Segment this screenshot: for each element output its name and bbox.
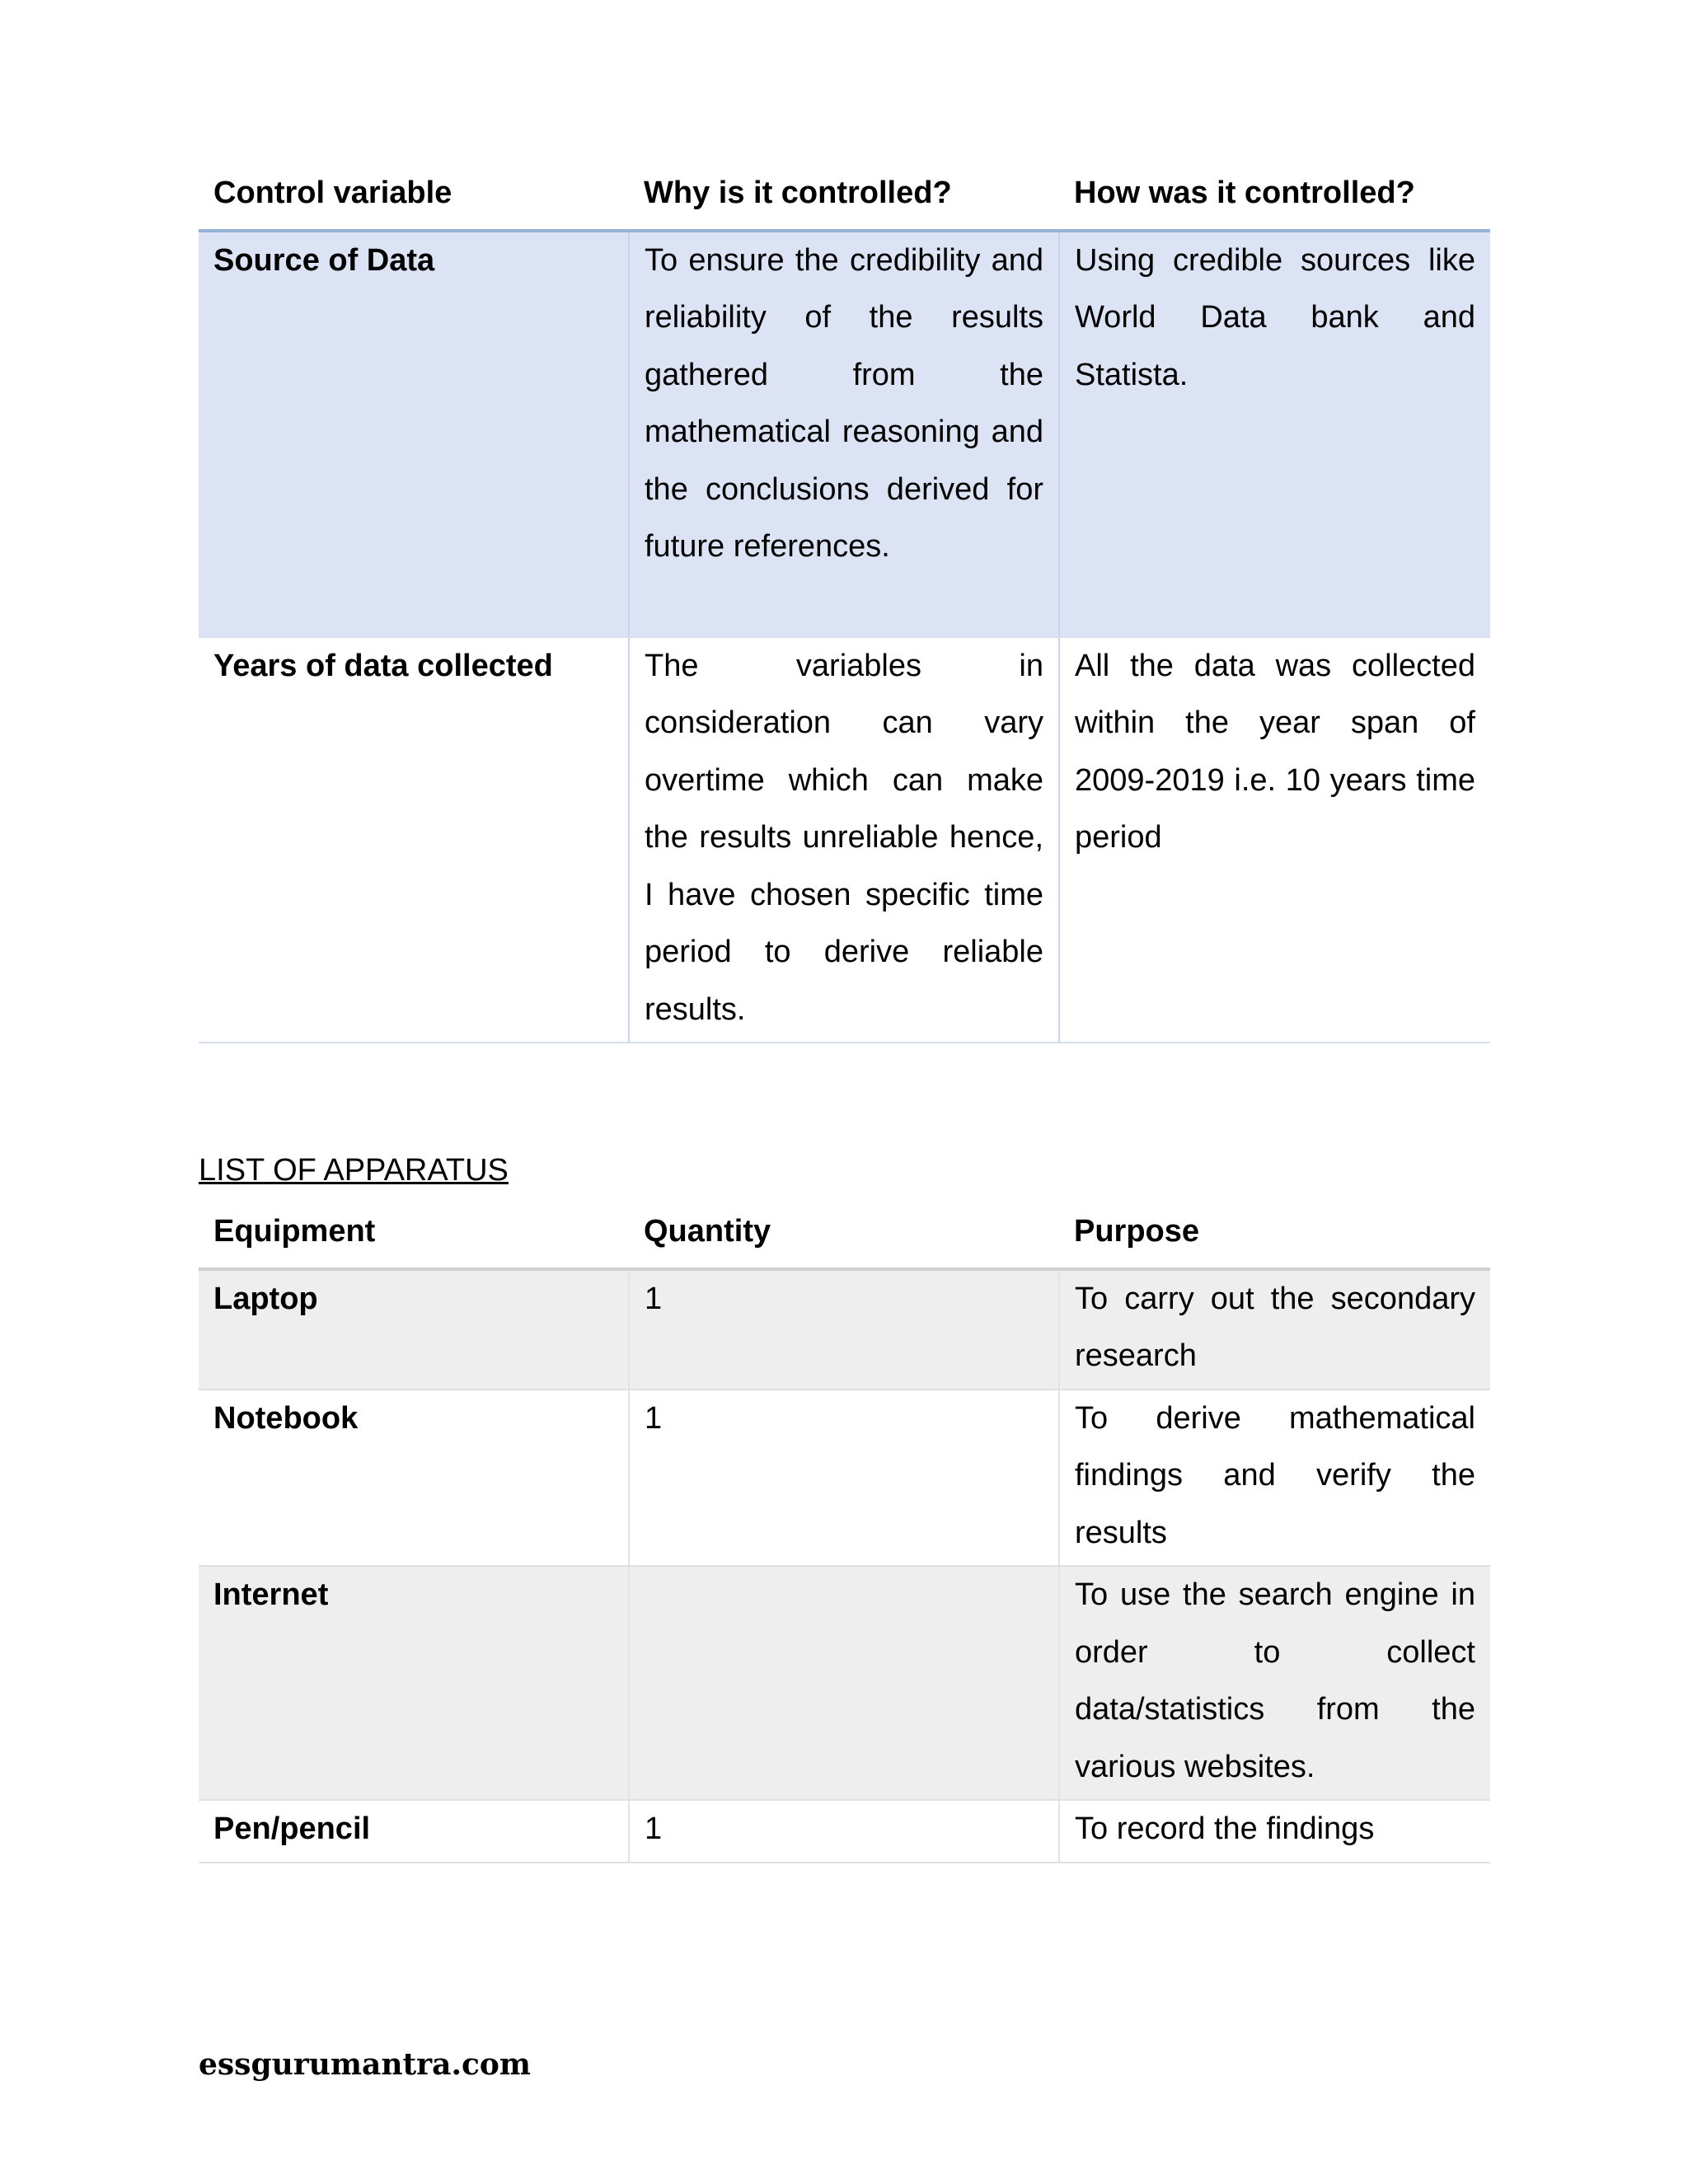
variable-cell: Source of Data [199,231,629,637]
footer-site-name: essgurumantra.com [199,2047,531,2082]
table-row [199,1269,1490,1390]
quantity-cell: 1 [629,1800,1059,1863]
purpose-cell: To use the search engine in order to collect data/statistics from the various websites. [1059,1566,1490,1800]
equipment-cell: Pen/pencil [199,1800,629,1863]
equipment-cell: Laptop [199,1269,629,1390]
table-row [199,1800,1490,1863]
header-control-variable: Control variable [199,165,629,231]
how-cell: All the data was collected within the year span of 2009-2019 i.e. 10 years time period [1059,637,1490,1043]
purpose-cell: To derive mathematical findings and verify the results [1059,1390,1490,1567]
how-cell: Using credible sources like World Data bank and Statista. [1059,231,1490,637]
header-how-controlled: How was it controlled? [1059,165,1490,231]
equipment-cell: Notebook [199,1390,629,1567]
header-equipment: Equipment [199,1203,629,1269]
why-cell: The variables in consideration can vary overtime which can make the results unreliable hence, I have chosen specific time period to derive reliable results. [629,637,1059,1043]
table-row [199,637,1490,1043]
control-variable-table [199,165,1490,1043]
purpose-cell: To record the findings [1059,1800,1490,1863]
purpose-cell: To carry out the secondary research [1059,1269,1490,1390]
quantity-cell: 1 [629,1390,1059,1567]
table-row [199,231,1490,637]
quantity-cell [629,1566,1059,1800]
header-purpose: Purpose [1059,1203,1490,1269]
table-row [199,1390,1490,1567]
variable-cell: Years of data collected [199,637,629,1043]
apparatus-heading: LIST OF APPARATUS [199,1153,509,1188]
table-row [199,1566,1490,1800]
table-header-row [199,165,1490,231]
header-why-controlled: Why is it controlled? [629,165,1059,231]
header-quantity: Quantity [629,1203,1059,1269]
apparatus-table [199,1203,1490,1863]
quantity-cell: 1 [629,1269,1059,1390]
why-cell: To ensure the credibility and reliability of the results gathered from the mathematical reasoning and the conclusions derived for future references. [629,231,1059,637]
equipment-cell: Internet [199,1566,629,1800]
table-header-row [199,1203,1490,1269]
